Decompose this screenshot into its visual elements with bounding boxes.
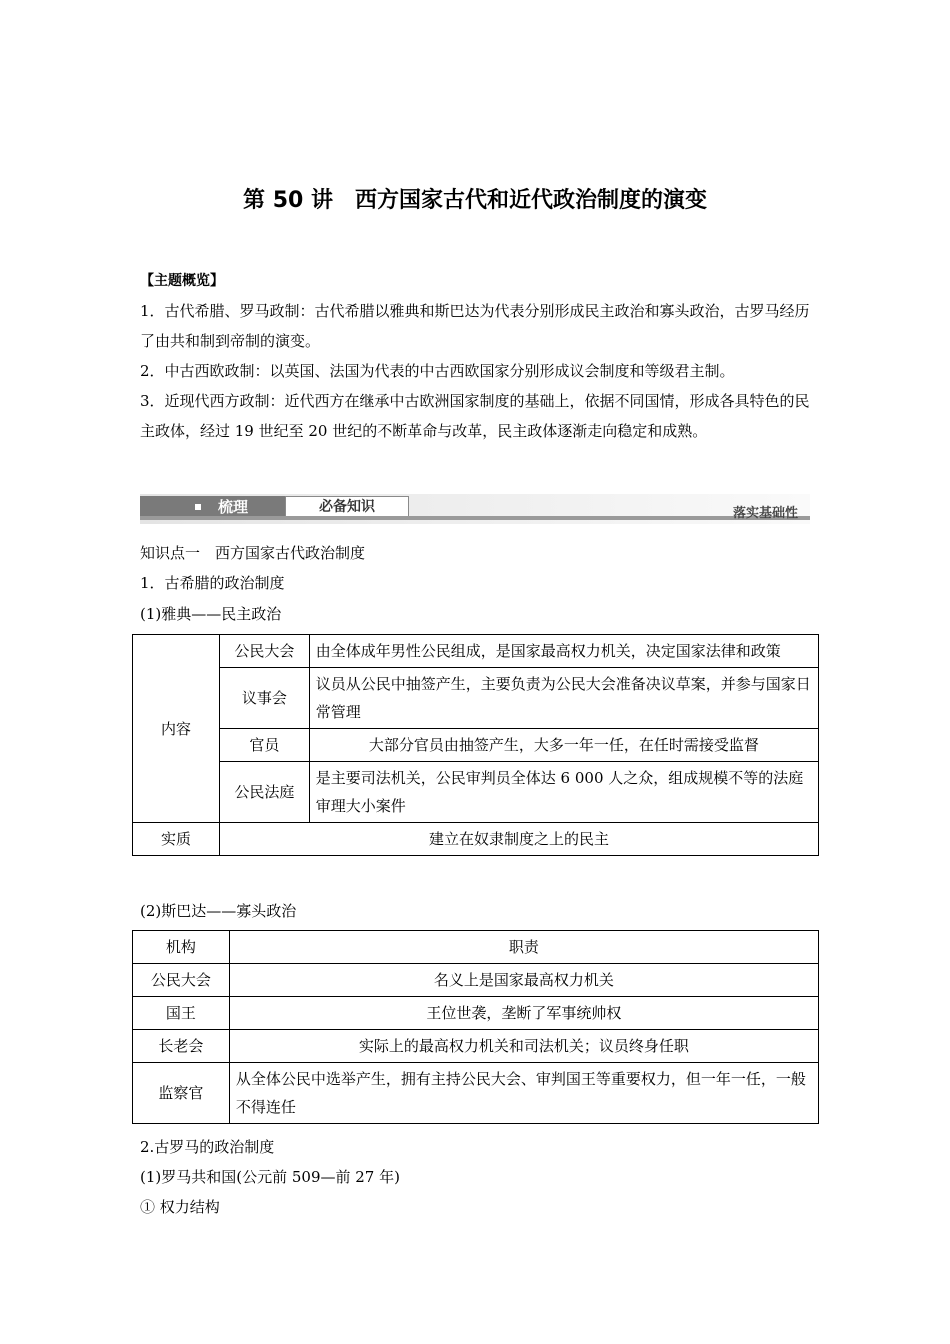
overview-section: [140, 266, 815, 446]
athens-title: (1)雅典——民主政治: [140, 605, 282, 623]
essence-value-cell: 建立在奴隶制度之上的民主: [219, 823, 818, 856]
rome-title: (1)罗马共和国(公元前 509—前 27 年): [140, 1168, 400, 1186]
overview-item: 3．近现代西方政制：近代西方在继承中古欧洲国家制度的基础上，依据不同国情，形成各具特色的民主政体，经过 19 世纪至 20 世纪的不断革命与改革，民主政体逐渐走向稳定和成熟。: [140, 392, 810, 440]
desc-cell: 实际上的最高权力机关和司法机关；议员终身任职: [229, 1030, 818, 1063]
banner-light-label: 必备知识: [285, 496, 409, 518]
table-row: [133, 762, 819, 823]
knowledge-point-heading: 知识点一 西方国家古代政治制度: [140, 544, 366, 562]
table-row: [133, 823, 819, 856]
org-cell: 公民大会: [219, 635, 309, 668]
table-row: [133, 964, 819, 997]
desc-cell: 由全体成年男性公民组成，是国家最高权力机关，决定国家法律和政策: [309, 635, 818, 668]
org-cell: 国王: [133, 997, 230, 1030]
banner-bar: [140, 516, 810, 520]
banner-dark-tab: [140, 496, 285, 518]
desc-cell: 议员从公民中抽签产生，主要负责为公民大会准备决议草案，并参与国家日常管理: [309, 668, 818, 729]
table-row: [133, 668, 819, 729]
table-row: [133, 729, 819, 762]
header-cell: 职责: [229, 931, 818, 964]
desc-cell: 名义上是国家最高权力机关: [229, 964, 818, 997]
overview-item: 1．古代希腊、罗马政制：古代希腊以雅典和斯巴达为代表分别形成民主政治和寡头政治，古罗马经历了由共和制到帝制的演变。: [140, 302, 810, 350]
sparta-table: [132, 930, 819, 1124]
page-title: 第 50 讲 西方国家古代和近代政治制度的演变: [243, 188, 707, 213]
org-cell: 长老会: [133, 1030, 230, 1063]
square-bullet-icon: [195, 504, 201, 510]
desc-cell: 大部分官员由抽签产生，大多一年一任，在任时需接受监督: [309, 729, 818, 762]
banner-right-label: 落实基础性: [732, 506, 798, 521]
org-cell: 议事会: [219, 668, 309, 729]
sparta-title: (2)斯巴达——寡头政治: [140, 902, 297, 920]
power-structure-heading: ① 权力结构: [140, 1198, 220, 1216]
org-cell: 官员: [219, 729, 309, 762]
overview-heading: 【主题概览】: [140, 273, 224, 289]
banner-dark-label: 梳理: [218, 498, 249, 516]
desc-cell: 从全体公民中选举产生，拥有主持公民大会、审判国王等重要权力，但一年一任，一般不得连任: [229, 1063, 818, 1124]
table-row: [133, 997, 819, 1030]
table-header-row: [133, 931, 819, 964]
overview-item: 2．中古西欧政制：以英国、法国为代表的中古西欧国家分别形成议会制度和等级君主制。: [140, 362, 735, 380]
org-cell: 公民大会: [133, 964, 230, 997]
desc-cell: 王位世袭，垄断了军事统帅权: [229, 997, 818, 1030]
org-cell: 监察官: [133, 1063, 230, 1124]
table-row: [133, 635, 819, 668]
subsection-heading: 1．古希腊的政治制度: [140, 574, 285, 592]
essence-label-cell: 实质: [133, 823, 220, 856]
desc-cell: 是主要司法机关，公民审判员全体达 6 000 人之众，组成规模不等的法庭审理大小案件: [309, 762, 818, 823]
table-row: [133, 1030, 819, 1063]
header-cell: 机构: [133, 931, 230, 964]
athens-table: [132, 634, 819, 856]
subsection-heading: 2.古罗马的政治制度: [140, 1138, 275, 1156]
org-cell: 公民法庭: [219, 762, 309, 823]
table-row: [133, 1063, 819, 1124]
section-banner: [140, 494, 810, 524]
content-label-cell: 内容: [133, 635, 220, 823]
